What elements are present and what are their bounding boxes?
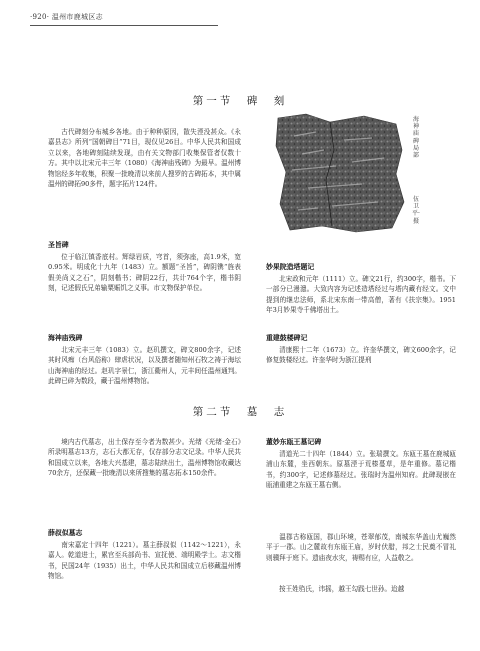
entry-text-dongou-king-tomb-body: 清道光二十四年（1844）立。张瑞撰文。东瓯王墓在鹿城瓯浦山东麓，坐西朝东。原墓湮于荒榛蔓草，是年重修。墓记楷书，约300字，记述修墓经过。张瑞时为温州知府。此碑现嵌在瓯浦重建之东瓯王墓右侧。 [266,450,456,490]
entry-text-xue-shusi-epitaph-body: 南宋嘉定十四年（1221）。墓主薛叔似（1142～1221），永嘉人。乾道进士，累官至兵部尚书、宣抚使、端明殿学士。志文楷书，民国24年（1935）出土，中华人民共和国成立后移藏温州博物馆。 [48,541,241,581]
entry-text-drum-tower [266,345,456,366]
entry-text-dongou-king-tomb-more2-body: 按王姓驺氏，讳摇，越王勾践七世孙。迨越 [279,585,405,593]
entry-text-dongou-king-tomb-more1-body: 温郡古称瓯国，郡山环境，苍翠郁茂，南城东华盖山尤巍然平于一郡。山之麓故有东瓯王庙，岁时伏腊，邦之士民奠不冒礼则骥拜于庭下。遗庙夜水灾，祷赐有应，人益敬之。 [266,533,456,562]
section-title-stone-inscriptions: 第一节 碑 刻 [192,95,288,107]
entry-text-dongou-king-tomb [266,449,456,491]
entry-title-xue-shusi-epitaph: 薛叔似墓志 [48,529,83,537]
entry-title-drum-tower: 重建鼓楼碑记 [266,334,308,342]
entry-title-haishen-stele: 海神庙残碑 [48,334,83,342]
entry-text-miaoguo-pagoda [266,274,456,316]
entry-title-dongou-king-tomb: 董妙东瓯王墓记碑 [266,438,322,446]
entry-title-shengzhi-stele: 圣旨碑 [48,241,69,249]
section1-intro-text: 古代碑刻分布城乡各地。由于种种原因，散失湮没甚众。《永嘉县志》所列“国朝碑目”71目，现仅见26目。中华人民共和国成立以来，各地碑刻陆续发现，由有关文物部门收集保管者仅数十方。其中以北宋元丰三年（1080）《海神庙残碑》为最早。温州博物馆经多年收集，积聚一批晚清以来前人搜罗的古碑拓本，其中属温州的碑拓90多件，题字拓片124件。 [48,128,241,189]
stele-rubbing-figure [272,110,428,234]
entry-text-haishen-stele [48,345,241,387]
section2-intro-text: 境内古代墓志，出土保存至今者为数甚少。光绪《光绪·金石》所录明墓志13方，志石大都无存，仅存部分志文记录。中华人民共和国成立以来，各地大兴基建，墓志陆续出土，温州博物馆收藏达70余方，还保藏一批晚清以来所搜集的墓志拓本150余件。 [48,438,242,478]
entry-text-shengzhi-stele [48,252,241,294]
section-title-epitaphs: 第二节 墓 志 [192,406,288,418]
stele-rubbing-image [272,110,428,234]
section1-intro [48,127,241,189]
entry-text-drum-tower-body: 清康熙十二年（1673）立。许奎华撰文，碑文600余字，记修复鼓楼经过。许奎华时为浙江提刑 [266,346,456,365]
entry-title-miaoguo-pagoda: 妙果院造塔题记 [266,263,315,271]
entry-text-dongou-king-tomb-more2 [266,584,456,594]
section2-intro [48,437,241,479]
entry-text-xue-shusi-epitaph [48,540,241,582]
entry-text-haishen-stele-body: 北宋元丰三年（1083）立。赵玑撰文，碑文800余字，记述其时风痴（台风俗称）肆虐状况，以及撰者随知州石牧之祷于海坛山海神庙的经过。赵玑字景仁，浙江衢州人，元丰间任温州通判。此碑已碎为数段，藏于温州博物馆。 [48,346,241,386]
figure-caption-title: 海神庙碑局部 [412,116,419,160]
running-head: ·920· 温州市鹿城区志 [30,13,103,21]
header-rule [30,25,218,26]
figure-caption-photographer: 伍卫平·摄 [412,196,420,225]
entry-text-dongou-king-tomb-more1 [266,532,456,563]
entry-text-shengzhi-stele-body: 位于临江镇香底村。辉绿岩质，穹首，须弥座，高1.9米，宽0.95米。明成化十九年（1483）立。额题“圣旨”，碑阴镌“旌表假美尚义之石”，阴刻楷书；碑阴22行，共计764个字，楷书阴刻，记述假氏兄弟输粟赈饥之义事。市文物保护单位。 [48,253,241,293]
entry-text-miaoguo-pagoda-body: 北宋政和元年（1111）立。碑文21行，约300字，楷书。下一部分已漫漶。大致内容为记述造塔经过与塔内藏有经文。文中提到的继忠法师，系北宋东南一带高僧，著有《扶宗集》。1951年3月妙果寺千佛塔出土。 [266,275,456,315]
